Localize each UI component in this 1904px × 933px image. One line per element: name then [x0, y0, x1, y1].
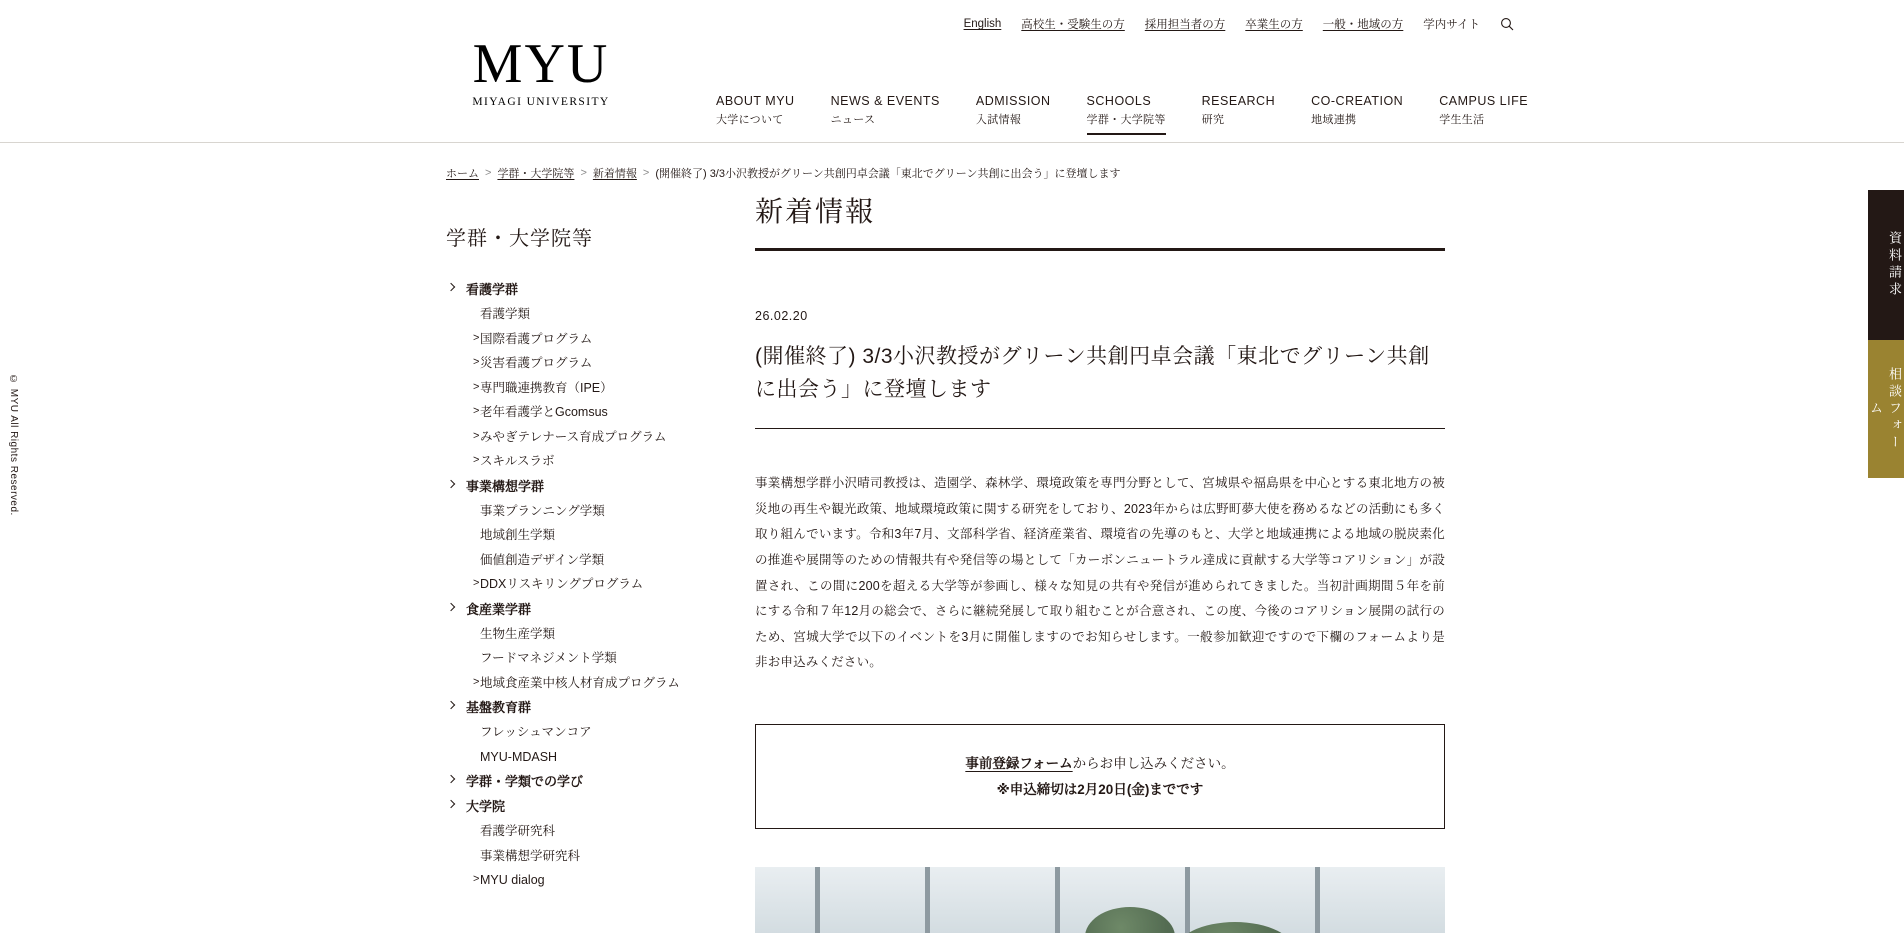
photo-window-mullion [815, 867, 820, 933]
nav-item-co-creation[interactable] [1311, 94, 1403, 135]
page-title: 新着情報 [755, 190, 1445, 251]
nav-item-about-myu-en: ABOUT MYU [716, 94, 795, 108]
utility-nav [964, 16, 1514, 32]
nav-item-schools-ja: 学群・大学院等 [1086, 113, 1166, 126]
site-logo[interactable] [446, 33, 636, 110]
breadcrumb-separator: > [580, 167, 587, 179]
nav-item-research[interactable] [1202, 94, 1275, 135]
sidebar-item-nursing-graduate[interactable]: 看護学研究科 [480, 824, 556, 838]
photo-window-mullion [1185, 867, 1190, 933]
nav-item-news-events-en: NEWS & EVENTS [830, 94, 940, 108]
photo-window-mullion [925, 867, 930, 933]
pre-registration-form-link[interactable]: 事前登録フォーム [965, 756, 1073, 772]
side-tab-group [1868, 190, 1904, 478]
sidebar-item-business-planning[interactable]: 事業プランニング学類 [480, 503, 605, 518]
nav-item-campus-life-ja: 学生生活 [1439, 113, 1485, 126]
search-icon[interactable] [1500, 17, 1514, 31]
main-content [755, 190, 1445, 933]
side-tab-consultation-form[interactable]: 相談フォーム [1868, 340, 1904, 478]
news-title: (開催終了) 3/3小沢教授がグリーン共創円卓会議「東北でグリーン共創に出会う」に登壇します [755, 341, 1445, 429]
sidebar-item-ddx-reskilling[interactable]: > DDXリスキリングプログラム [446, 572, 726, 597]
sidebar-item-regional-development[interactable]: 地域創生学類 [480, 528, 556, 542]
sidebar-item-project-design-school[interactable]: 事業構想学群 [446, 474, 726, 499]
sidebar-item-gerontology-gcomsus[interactable]: > 老年看護学とGcomsus [446, 400, 726, 425]
registration-suffix: からお申し込みください。 [1072, 756, 1235, 772]
nav-item-campus-life[interactable] [1439, 94, 1528, 135]
nav-item-news-events-ja: ニュース [830, 113, 876, 126]
sidebar-item-disaster-nursing[interactable]: > 災害看護プログラム [446, 351, 726, 376]
utility-link-english[interactable]: English [963, 18, 1002, 30]
nav-item-admission[interactable] [976, 94, 1051, 135]
copyright-text: © MYU All Rights Reserved. [8, 374, 19, 516]
breadcrumb-separator: > [642, 167, 650, 179]
news-body: 事業構想学群小沢晴司教授は、造園学、森林学、環境政策を専門分野として、宮城県や福島県を中心とする東北地方の被災地の再生や観光政策、地域環境政策に関する研究をしており、2023年からは広野町夢大使を務めるなどの活動にも多く取り組んでいます。令和3年7月、文部科学省、経済産業省、環境省の先導のもと、大学と地域連携による地域の脱炭素化の推進や展開等のための情報共有や発信等の場として「カーボンニュートラル達成に貢献する大学等コアリション」が設置され、この間に200を超える大学等が参画し、様々な知見の共有や発信が進められてきました。当初計画期間５年を前にする令和７年12月の総会で、さらに継続発展して取り組むことが合意され、この度、今後のコアリション展開の試行のため、宮城大学で以下のイベントを3月に開催しますのでお知らせします。一般参加歓迎ですので下欄のフォームより是非お申込みください。 [755, 476, 1445, 670]
registration-notice-box [755, 724, 1445, 829]
nav-item-about-myu-ja: 大学について [716, 113, 784, 126]
nav-item-admission-en: ADMISSION [975, 94, 1051, 108]
sidebar-heading: 学群・大学院等 [446, 228, 593, 250]
main-nav [716, 94, 1528, 135]
sidebar-item-telenurse-program[interactable]: > みやぎテレナース育成プログラム [446, 425, 726, 450]
sidebar-item-food-industry-school[interactable]: 食産業学群 [446, 597, 726, 622]
sidebar-item-ipe[interactable]: > 専門職連携教育（IPE） [446, 376, 726, 401]
sidebar-item-nursing-dept[interactable]: 看護学類 [480, 307, 531, 321]
nav-item-schools-en: SCHOOLS [1086, 94, 1152, 108]
utility-link-recruiters[interactable]: 採用担当者の方 [1144, 19, 1226, 31]
sidebar-item-skills-lab[interactable]: > スキルスラボ [446, 449, 726, 474]
sidebar-item-myu-mdash[interactable]: MYU-MDASH [480, 749, 558, 764]
utility-link-alumni[interactable]: 卒業生の方 [1245, 19, 1303, 31]
breadcrumb-item-home[interactable]: ホーム [446, 168, 479, 180]
utility-link-highschool[interactable]: 高校生・受験生の方 [1021, 19, 1125, 31]
nav-item-schools[interactable] [1087, 94, 1166, 135]
nav-item-research-ja: 研究 [1201, 113, 1225, 126]
sidebar-item-project-design-grad[interactable]: 事業構想学研究科 [480, 848, 581, 863]
breadcrumb-item-current: (開催終了) 3/3小沢教授がグリーン共創円卓会議「東北でグリーン共創に出会う」に登壇します [655, 168, 1121, 180]
nav-item-about-myu[interactable] [716, 94, 795, 135]
sidebar-item-myu-dialog[interactable]: > MYU dialog [446, 868, 726, 893]
sidebar-nav-list [446, 277, 726, 893]
logo-subtitle: MIYAGI UNIVERSITY [472, 96, 610, 108]
nav-item-campus-life-en: CAMPUS LIFE [1439, 94, 1529, 108]
utility-link-campus-site[interactable]: 学内サイト [1423, 19, 1480, 31]
logo-wordmark: MYU [472, 33, 610, 95]
photo-window-mullion [1055, 867, 1060, 933]
sidebar-item-graduate-school[interactable]: 大学院 [446, 794, 726, 819]
sidebar-item-intl-nursing-program[interactable]: > 国際看護プログラム [446, 327, 726, 352]
nav-item-co-creation-ja: 地域連携 [1311, 113, 1357, 126]
event-photo [755, 867, 1445, 933]
registration-line [776, 751, 1424, 777]
sidebar-item-nursing-school[interactable]: 看護学群 [446, 277, 726, 302]
photo-window-mullion [1315, 867, 1320, 933]
breadcrumb [446, 165, 1121, 181]
breadcrumb-item-schools[interactable]: 学群・大学院等 [497, 168, 575, 180]
breadcrumb-item-news[interactable]: 新着情報 [592, 168, 637, 180]
sidebar-item-learning-at-schools[interactable]: 学群・学類での学び [446, 769, 726, 794]
news-date: 26.02.20 [755, 309, 808, 323]
registration-deadline: ※申込締切は2月20日(金)までです [996, 781, 1204, 797]
sidebar-item-value-creation-design[interactable]: 価値創造デザイン学類 [480, 552, 605, 567]
sidebar [446, 222, 726, 893]
side-tab-request-materials[interactable]: 資料請求 [1868, 190, 1904, 340]
sidebar-item-foundation-education[interactable]: 基盤教育群 [446, 695, 726, 720]
site-header [0, 0, 1904, 143]
sidebar-item-food-management[interactable]: フードマネジメント学類 [480, 651, 617, 665]
nav-item-co-creation-en: CO-CREATION [1311, 94, 1404, 108]
sidebar-item-freshman-core[interactable]: フレッシュマンコア [480, 725, 592, 739]
sidebar-item-bioproduction[interactable]: 生物生産学類 [480, 626, 556, 641]
utility-link-general-public[interactable]: 一般・地域の方 [1322, 19, 1404, 31]
nav-item-research-en: RESEARCH [1201, 94, 1276, 108]
nav-item-news-events[interactable] [831, 94, 940, 135]
sidebar-item-regional-food-core[interactable]: > 地域食産業中核人材育成プログラム [446, 671, 726, 696]
nav-item-admission-ja: 入試情報 [975, 113, 1022, 126]
breadcrumb-separator: > [485, 167, 492, 179]
